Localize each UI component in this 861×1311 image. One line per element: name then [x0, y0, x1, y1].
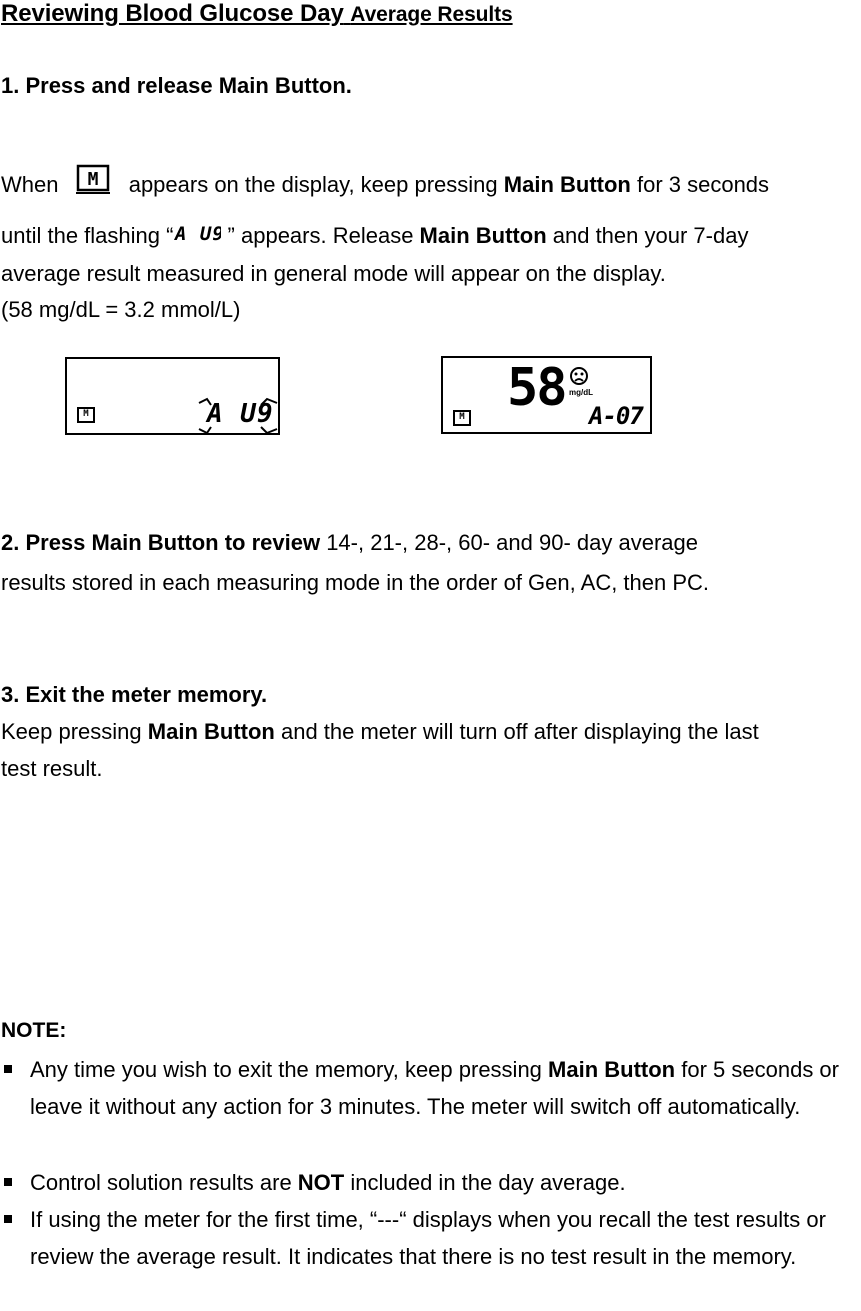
step3-line2: test result. [1, 756, 103, 781]
b1-pre: Any time you wish to exit the memory, keep pressing [30, 1057, 549, 1082]
step1-line2-post: and then your 7-day [546, 223, 749, 248]
glucose-value: 58 [507, 358, 566, 418]
note-bullet-2 [0, 1164, 861, 1204]
flashing-aug-icon [173, 222, 221, 244]
step1-line4: (58 mg/dL = 3.2 mmol/L) [1, 297, 241, 322]
step1-line2 [1, 223, 748, 249]
lcd-display-average [441, 356, 652, 434]
sad-face-icon [569, 366, 589, 386]
step3-line1-pre: Keep pressing [1, 719, 148, 744]
title-main: Reviewing Blood Glucose Day [1, 0, 344, 27]
unit-label: mg/dL [569, 388, 593, 397]
step2-line2: results stored in each measuring mode in the order of Gen, AC, then PC. [1, 570, 710, 595]
step1-line1-pre: When [1, 171, 65, 197]
note-heading: NOTE: [1, 1019, 67, 1042]
main-button-m-icon [67, 163, 123, 193]
lcd-display-aug [65, 357, 280, 435]
note-bullet-2-text [30, 1164, 850, 1201]
mode-m-icon: M [77, 407, 95, 423]
step3-heading: 3. Exit the meter memory. [1, 682, 268, 707]
svg-text:M: M [87, 169, 99, 190]
b1-post: for 5 seconds or leave it without any action for 3 minutes. The meter will switch off automatically. [30, 1057, 839, 1119]
step1-heading: 1. Press and release Main Button. [1, 73, 352, 98]
step1-line1-post: for 3 seconds [630, 171, 770, 197]
mode-m-icon-2: M [453, 410, 471, 426]
note-bullet-3-text: If using the meter for the first time, “---“ displays when you recall the test results or review the average result. It indicates that there is no test result in the memory. [30, 1207, 826, 1269]
step1-line1-mid: appears on the display, keep pressing [122, 171, 504, 197]
step2-heading [1, 530, 698, 556]
b2-post: included in the day average. [344, 1170, 626, 1195]
step2-heading-bold: 2. Press Main Button to review [1, 530, 321, 555]
note-bullet-1 [0, 1051, 861, 1166]
b2-pre: Control solution results are [30, 1170, 298, 1195]
b1-bold: Main Button [548, 1057, 676, 1082]
page-title [1, 0, 513, 28]
step1-line2-bold: Main Button [419, 223, 547, 248]
step3-line1-bold: Main Button [147, 719, 275, 744]
title-small: Average Results [350, 3, 513, 26]
b2-bold: NOT [297, 1170, 345, 1195]
step1-line2-pre: until the flashing “ [1, 223, 174, 248]
bullet-square-icon [4, 1178, 12, 1186]
step3-line1 [1, 719, 759, 745]
step3-line1-post: and the meter will turn off after displaying the last [274, 719, 759, 744]
step1-line2-mid: ” appears. Release [221, 223, 420, 248]
step1-line3: average result measured in general mode will appear on the display. [1, 261, 666, 286]
step1-line1 [1, 171, 769, 201]
step2-heading-post: 14-, 21-, 28-, 60- and 90- day average [320, 530, 698, 555]
segment-aug: A U9 [207, 399, 274, 429]
svg-text:A U9: A U9 [175, 223, 222, 245]
bullet-square-icon [4, 1065, 12, 1073]
bullet-square-icon [4, 1215, 12, 1223]
note-bullet-3 [0, 1201, 861, 1311]
step1-line1-bold: Main Button [503, 171, 631, 197]
day-code: A-07 [589, 402, 643, 430]
note-bullet-1-text [30, 1051, 850, 1125]
